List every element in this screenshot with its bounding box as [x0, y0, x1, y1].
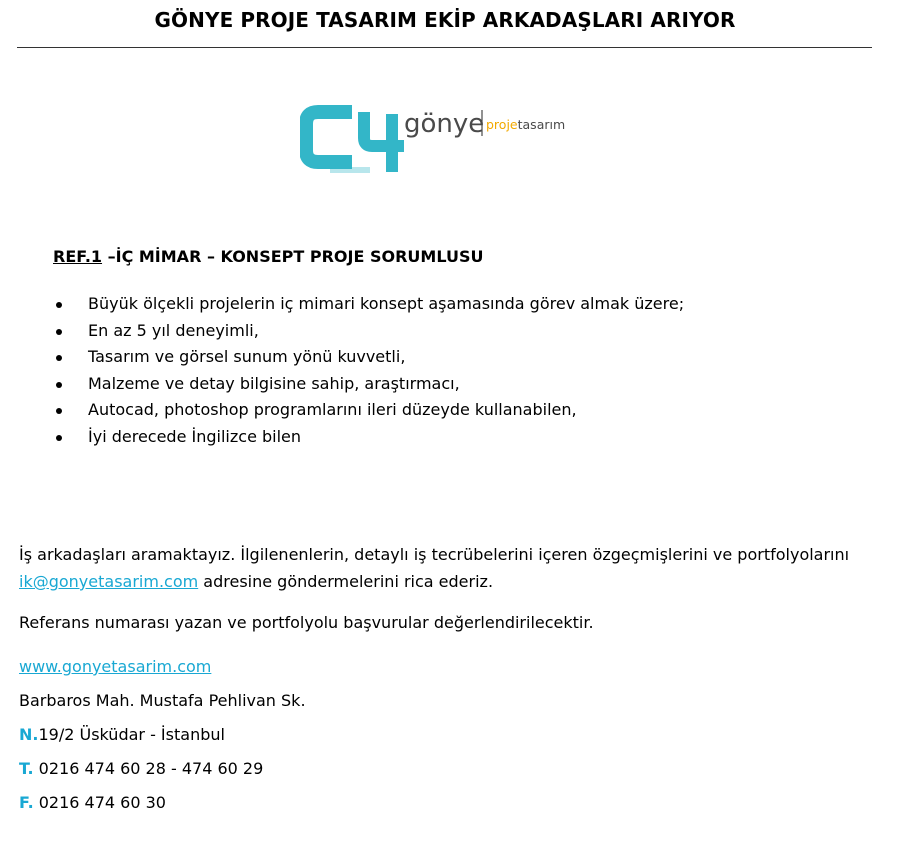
application-note: Referans numarası yazan ve portfolyolu başvurular değerlendirilecektir.: [19, 613, 594, 632]
logo-tagline-suffix: tasarım: [517, 117, 566, 132]
logo-brand-text: gönye: [404, 109, 485, 139]
phone-line: [19, 759, 263, 778]
ref-title: –İÇ MİMAR – KONSEPT PROJE SORUMLUSU: [102, 247, 484, 266]
bullet-icon: [56, 329, 62, 335]
email-link[interactable]: ik@gonyetasarim.com: [19, 572, 199, 591]
header-divider: [17, 47, 872, 48]
number-label: N.: [19, 725, 39, 744]
bullet-icon: [56, 302, 62, 308]
application-instructions: [19, 541, 849, 595]
list-item: Tasarım ve görsel sunum yönü kuvvetli,: [53, 344, 684, 371]
svg-text:projetasarım: [486, 117, 565, 132]
phone-label: T.: [19, 759, 34, 778]
bullet-icon: [56, 355, 62, 361]
gonye-logo-icon: [300, 100, 600, 188]
website-link[interactable]: www.gonyetasarim.com: [19, 657, 212, 676]
contact-website: [19, 657, 211, 676]
intro-text-rest: adresine göndermelerini rica ederiz.: [198, 572, 494, 591]
fax-number: 0216 474 60 30: [33, 793, 166, 812]
ref-number: REF.1: [53, 247, 103, 266]
company-logo: [300, 100, 600, 188]
bullet-icon: [56, 408, 62, 414]
list-item: İyi derecede İngilizce bilen: [53, 424, 684, 451]
list-item: En az 5 yıl deneyimli,: [53, 318, 684, 345]
list-item: Autocad, photoshop programlarını ileri düzeyde kullanabilen,: [53, 397, 684, 424]
intro-text: İş arkadaşları aramaktayız. İlgilenenlerin, detaylı iş tecrübelerini içeren özgeçmişlerini ve portfolyolarını: [19, 545, 850, 564]
position-heading: [53, 247, 483, 266]
fax-line: [19, 793, 166, 812]
list-item: Büyük ölçekli projelerin iç mimari konsept aşamasında görev almak üzere;: [53, 291, 684, 318]
page-title: GÖNYE PROJE TASARIM EKİP ARKADAŞLARI ARIYOR: [154, 8, 736, 32]
bullet-icon: [56, 382, 62, 388]
fax-label: F.: [19, 793, 34, 812]
address-line-1: Barbaros Mah. Mustafa Pehlivan Sk.: [19, 691, 306, 710]
list-item: Malzeme ve detay bilgisine sahip, araştırmacı,: [53, 371, 684, 398]
logo-tagline-prefix: proje: [486, 117, 518, 132]
bullet-icon: [56, 435, 62, 441]
phone-number: 0216 474 60 28 - 474 60 29: [33, 759, 264, 778]
address-line-2: N.19/2 Üsküdar - İstanbul: [19, 725, 225, 744]
requirements-list: [53, 291, 684, 451]
